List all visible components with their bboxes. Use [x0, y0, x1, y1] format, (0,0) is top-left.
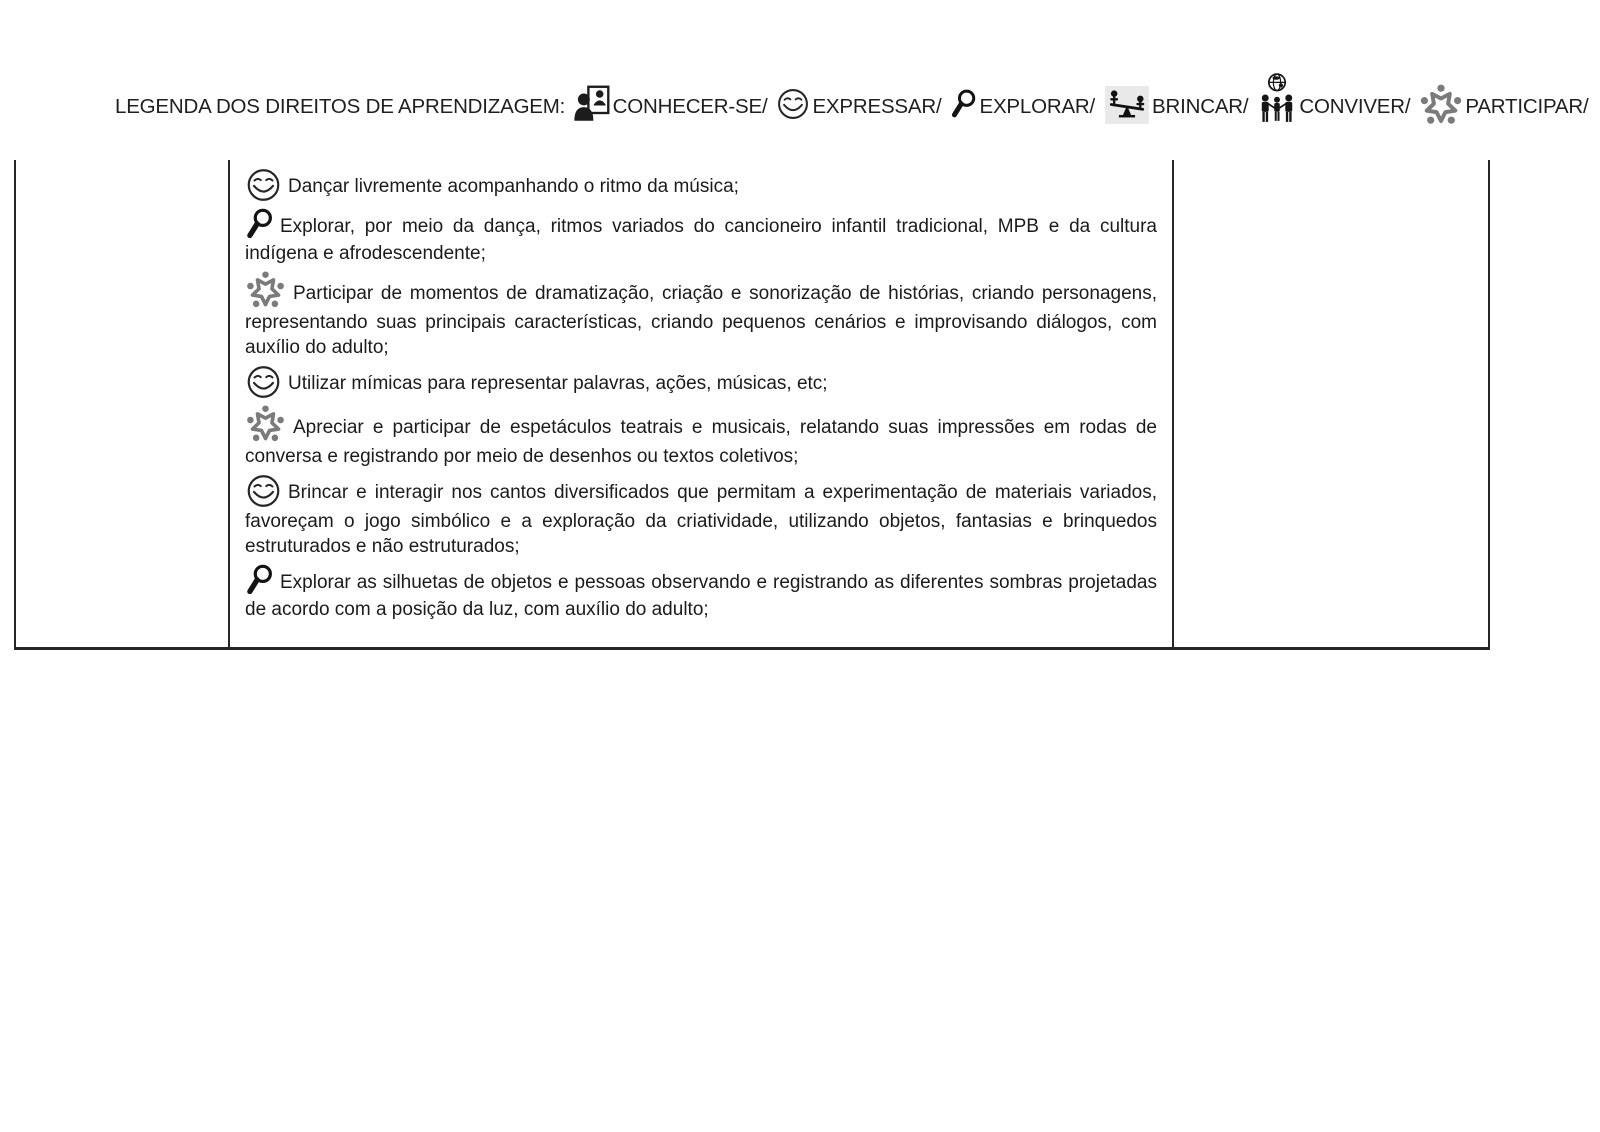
- activity-text: Utilizar mímicas para representar palavras, ações, músicas, etc;: [288, 373, 828, 394]
- legend-item-expressar: EXPRESSAR/: [812, 95, 942, 118]
- activity-item: [245, 270, 1157, 360]
- activity-text: Apreciar e participar de espetáculos teatrais e musicais, relatando suas impressões em rodas de conversa e registrando por meio de desenhos ou textos coletivos;: [245, 417, 1157, 467]
- explorar-icon: [245, 207, 280, 241]
- participar-icon: [1419, 79, 1463, 135]
- table-cell-empty-right: [1174, 160, 1488, 647]
- conviver-icon: [1257, 72, 1297, 135]
- activity-text: Participar de momentos de dramatização, criação e sonorização de histórias, criando personagens, representando suas principais características, criando pequenos cenários e improvisando diálogos, com auxílio do adulto;: [245, 283, 1157, 358]
- brincar-icon: [1104, 79, 1150, 135]
- conhecer-se-icon: [573, 79, 611, 135]
- curriculum-table: [14, 160, 1490, 650]
- legend-item-brincar: BRINCAR/: [1152, 95, 1249, 118]
- activity-text: Brincar e interagir nos cantos diversificados que permitam a experimentação de materiais variados, favoreçam o jogo simbólico e a exploração da criatividade, utilizando objetos, fantasias e brinquedos estruturados e não estruturados;: [245, 482, 1157, 557]
- expressar-icon: [245, 364, 288, 400]
- activity-item: [245, 563, 1157, 622]
- activity-item: [245, 364, 1157, 400]
- activity-item: [245, 207, 1157, 266]
- expressar-icon: [245, 167, 288, 203]
- legend-title: LEGENDA DOS DIREITOS DE APRENDIZAGEM:: [115, 95, 571, 118]
- legend-item-participar: PARTICIPAR/: [1465, 95, 1589, 118]
- table-cell-activities: [230, 160, 1172, 647]
- activity-text: Explorar, por meio da dança, ritmos variados do cancioneiro infantil tradicional, MPB e da cultura indígena e afrodescendente;: [245, 216, 1157, 264]
- expressar-icon: [245, 473, 288, 509]
- participar-icon: [245, 404, 293, 444]
- activity-item: [245, 404, 1157, 469]
- legend-item-conviver: CONVIVER/: [1299, 95, 1411, 118]
- participar-icon: [245, 270, 293, 310]
- explorar-icon: [245, 563, 280, 597]
- activity-item: [245, 167, 1157, 203]
- explorar-icon: [950, 79, 977, 135]
- expressar-icon: [776, 79, 810, 135]
- table-cell-empty-left: [16, 160, 228, 647]
- legend-item-explorar: EXPLORAR/: [979, 95, 1096, 118]
- activity-item: [245, 473, 1157, 559]
- legend-header: [115, 72, 1589, 128]
- legend-item-conhecer-se: CONHECER-SE/: [612, 95, 768, 118]
- activity-text: Explorar as silhuetas de objetos e pessoas observando e registrando as diferentes sombras projetadas de acordo com a posição da luz, com auxílio do adulto;: [245, 572, 1157, 620]
- activity-text: Dançar livremente acompanhando o ritmo da música;: [288, 176, 739, 197]
